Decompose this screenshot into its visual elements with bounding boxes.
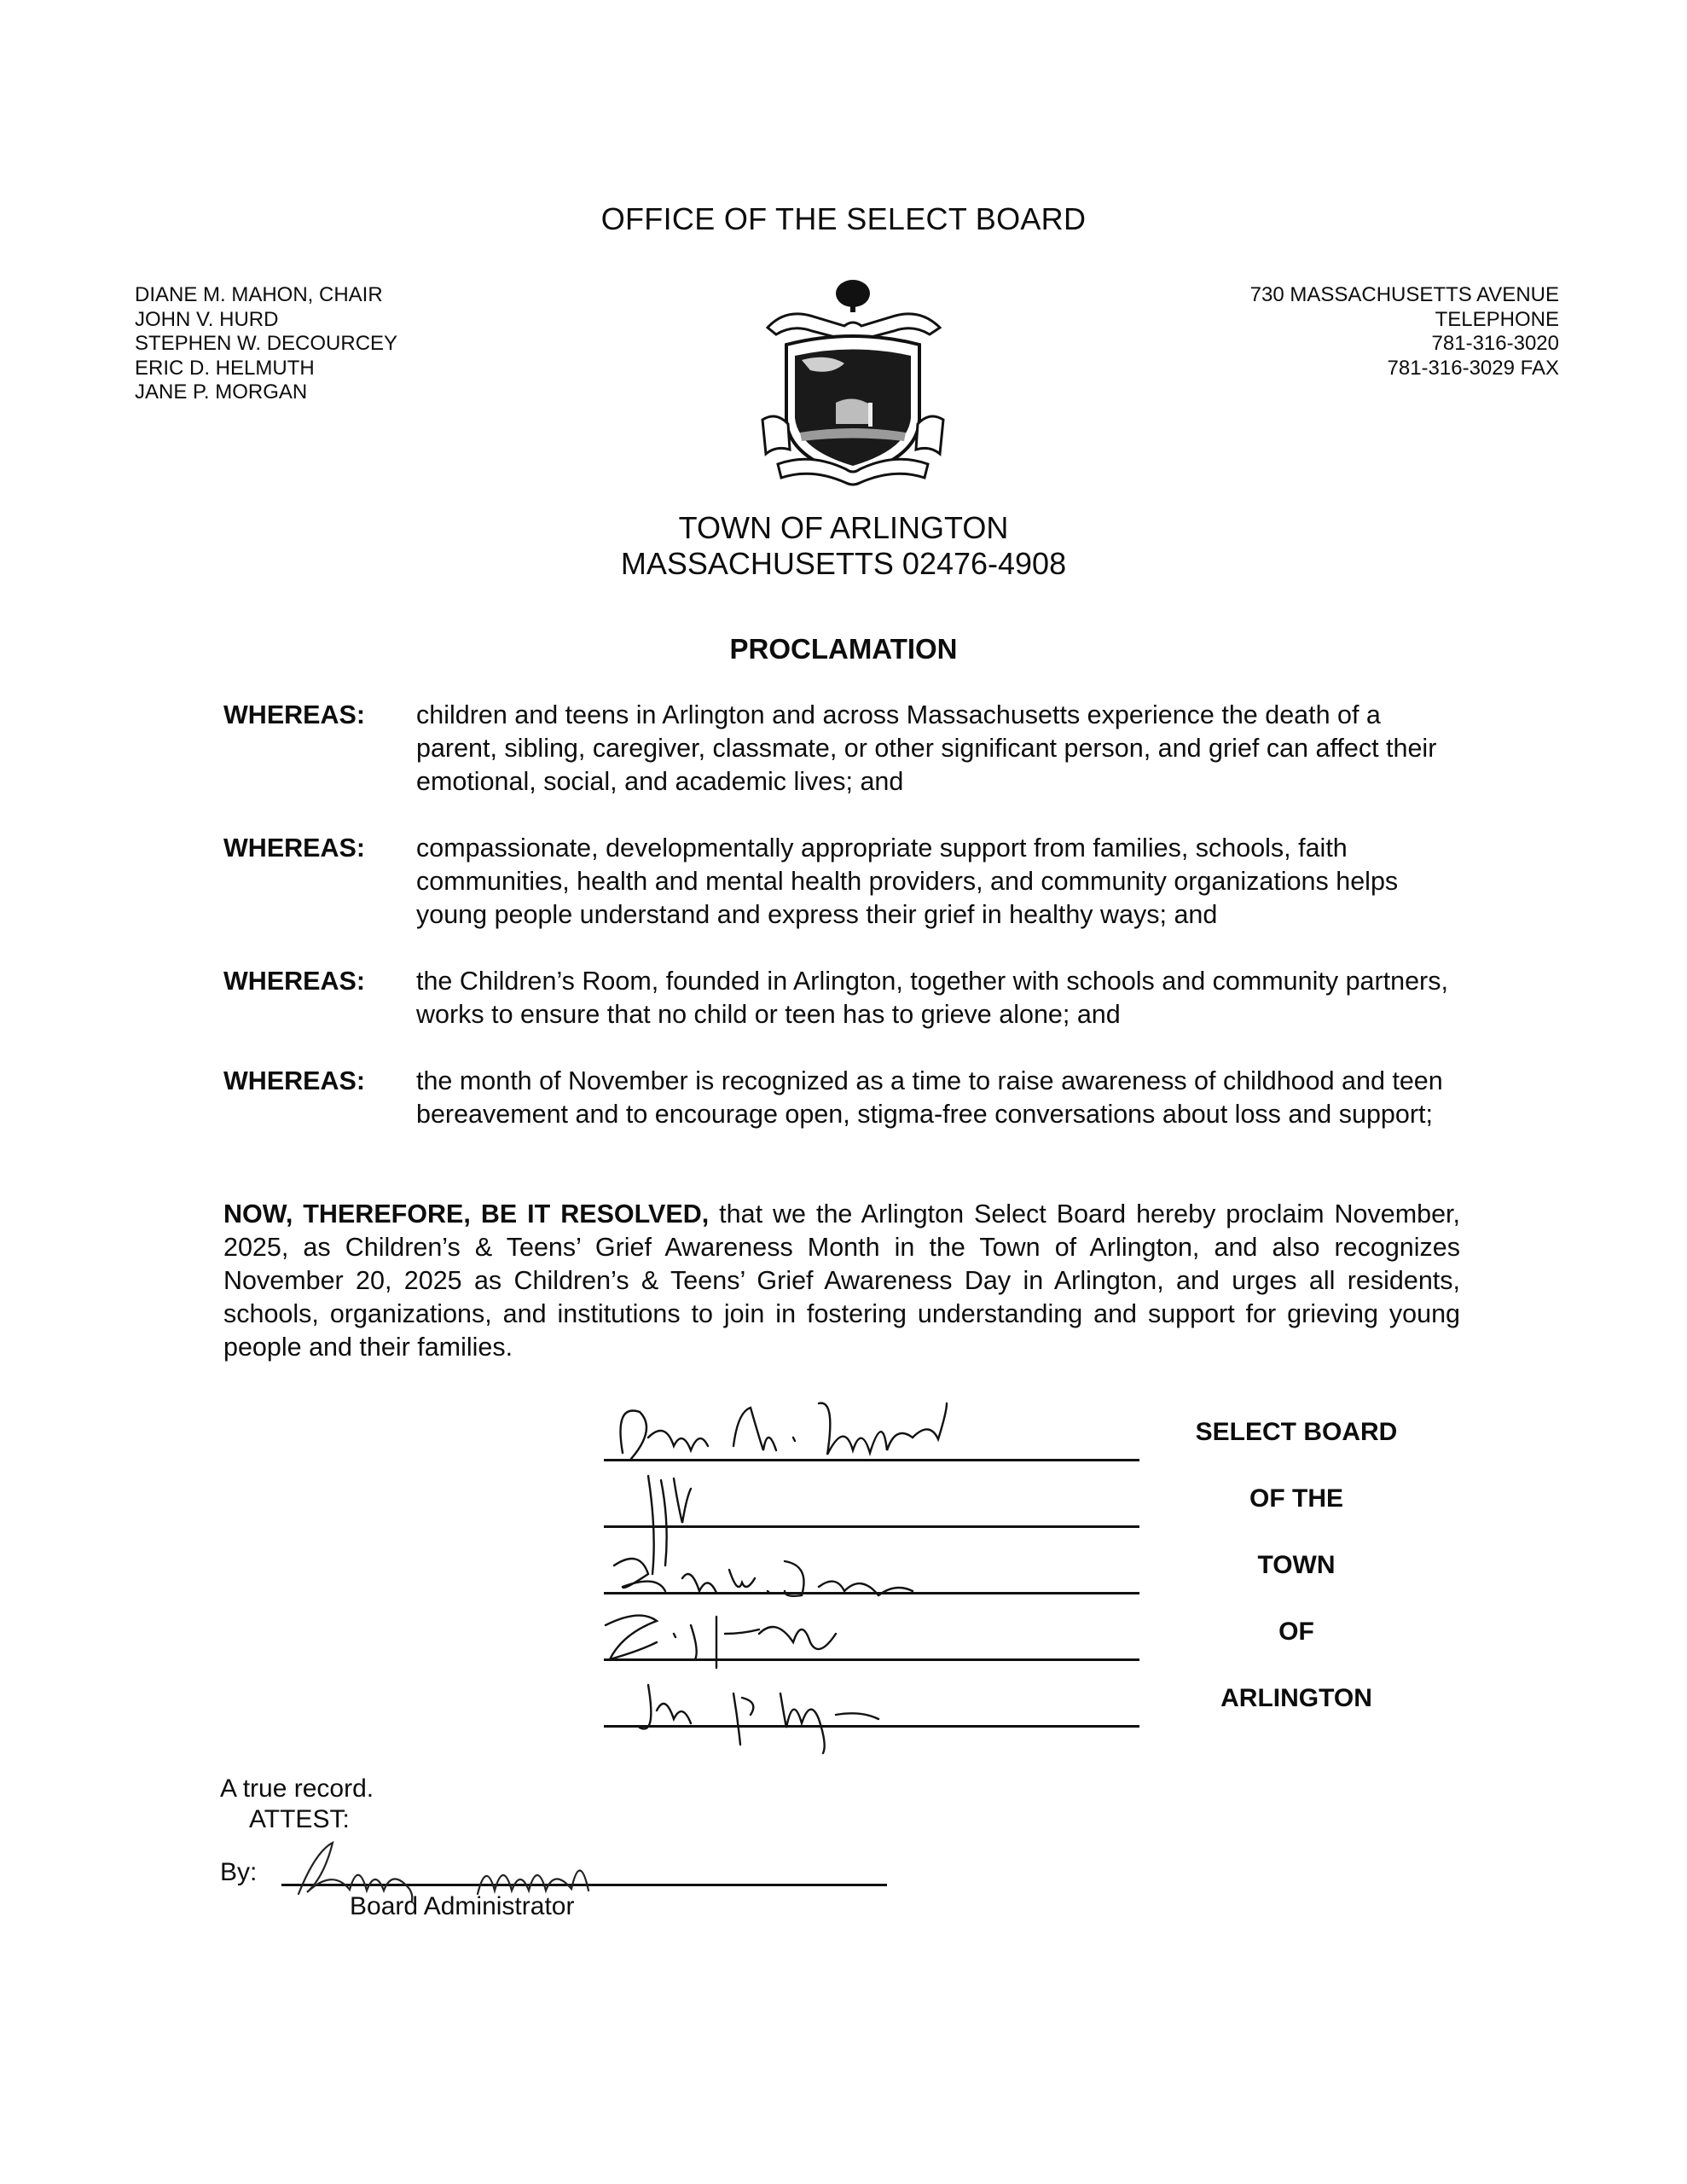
phone-number: 781-316-3020: [1431, 332, 1559, 355]
whereas-text: children and teens in Arlington and across Massachusetts experience the death of a parent, sibling, caregiver, classmate, or other significant person, and grief can affect their emotional, social, and academic lives; and: [416, 700, 1437, 796]
fax-number: 781-316-3029 FAX: [1387, 356, 1559, 380]
whereas-clause: [223, 965, 1460, 1031]
signature-morgan: [640, 1685, 878, 1753]
member-name: STEPHEN W. DECOURCEY: [135, 332, 398, 355]
whereas-label: WHEREAS:: [223, 834, 366, 863]
member-name: DIANE M. MAHON, CHAIR: [135, 283, 383, 306]
office-title: OFFICE OF THE SELECT BOARD: [600, 201, 1087, 236]
whereas-text: compassionate, developmentally appropriate support from families, schools, faith communities, health and mental health providers, and community organizations helps young people understand and express their grief in healthy ways; and: [416, 834, 1399, 929]
resolution-text: that we the Arlington Select Board hereby proclaim November, 2025, as Children’s & Teens’ Grief Awareness Month in the Town of Arlington, and also recognizes November 20, 2025 as Children’s & Teens’ Grief Awareness Day in Arlington, and urges all residents, schools, organizations, and institutions to join in fostering understanding and support for grieving young people and their families.: [223, 1199, 1460, 1362]
true-record-label: A true record.: [220, 1774, 374, 1803]
whereas-label: WHEREAS:: [223, 700, 366, 729]
whereas-clause: [223, 832, 1460, 932]
town-seal-icon: [751, 275, 955, 488]
resolution-paragraph: [223, 1198, 1460, 1364]
whereas-clause: [223, 699, 1460, 799]
whereas-label: WHEREAS:: [223, 1066, 366, 1095]
signature-decourcey: [614, 1559, 913, 1596]
board-label-town: TOWN: [1257, 1551, 1336, 1579]
whereas-text: the Children’s Room, founded in Arlington, together with schools and community partners, works to ensure that no child or teen has to grieve alone; and: [416, 967, 1448, 1029]
member-name: JANE P. MORGAN: [135, 380, 308, 404]
town-heading: [0, 510, 1687, 582]
town-name: TOWN OF ARLINGTON: [678, 510, 1009, 545]
member-name: JOHN V. HURD: [135, 307, 279, 331]
administrator-role: Board Administrator: [350, 1892, 575, 1920]
signature-mahon: [621, 1403, 948, 1459]
signatures-group: [588, 1378, 1186, 1779]
office-address: [1250, 283, 1559, 380]
whereas-clause: [223, 1065, 1460, 1131]
whereas-text: the month of November is recognized as a time to raise awareness of childhood and teen bereavement and to encourage open, stigma-free conversations about loss and support;: [416, 1066, 1443, 1129]
by-label: By:: [220, 1858, 258, 1886]
board-members-list: [135, 283, 397, 405]
signature-hurd: [648, 1476, 691, 1574]
board-label-arlington: ARLINGTON: [1220, 1684, 1372, 1712]
signature-helmuth: [606, 1616, 836, 1668]
board-label-select-board: SELECT BOARD: [1195, 1418, 1398, 1446]
proclamation-title: PROCLAMATION: [729, 633, 958, 665]
street-address: 730 MASSACHUSETTS AVENUE: [1249, 283, 1559, 306]
telephone-label: TELEPHONE: [1435, 307, 1559, 331]
town-state-zip: MASSACHUSETTS 02476-4908: [620, 546, 1067, 581]
attest-label: ATTEST:: [249, 1805, 350, 1833]
whereas-label: WHEREAS:: [223, 967, 366, 996]
member-name: ERIC D. HELMUTH: [135, 356, 315, 380]
resolution-lead: NOW, THEREFORE, BE IT RESOLVED,: [223, 1199, 710, 1228]
board-label-of: OF: [1278, 1618, 1314, 1646]
board-label-of-the: OF THE: [1249, 1484, 1343, 1513]
